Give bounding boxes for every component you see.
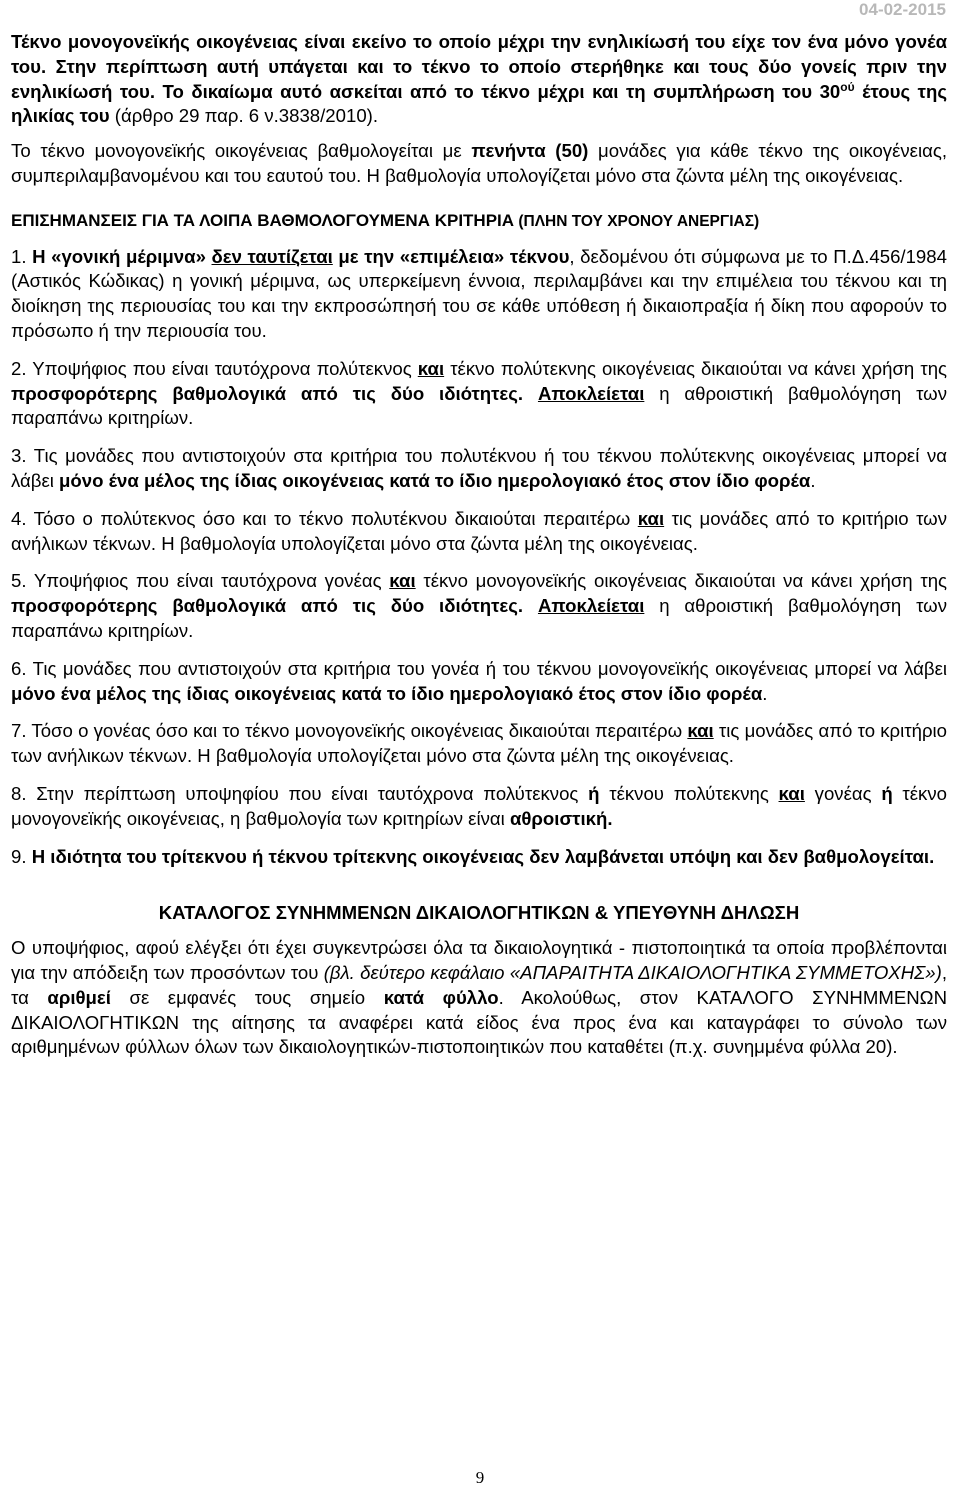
paragraph-text: μονάδες για κάθε τέκνο της οικογένειας, συμπεριλαμβανομένου και του εαυτού του. Η βαθμολογία υπολογίζεται μόνο στα ζώντα μέλη της οικογένειας. xyxy=(11,140,947,186)
section-heading-notes xyxy=(11,209,947,235)
page-number: 9 xyxy=(475,1468,485,1487)
paragraph-italic-text: (βλ. xyxy=(323,961,361,983)
item-bold-text: Η ιδιότητα του τρίτεκνου ή τέκνου τρίτεκνης οικογένειας δεν λαμβάνεται υπόψη και δεν βαθμολογείται. xyxy=(31,845,935,867)
list-item-8 xyxy=(11,782,947,832)
paragraph-text: (άρθρο 29 παρ. 6 ν.3838/2010). xyxy=(109,105,379,127)
item-text: 6. Τις μονάδες που αντιστοιχούν στα κριτήρια του γονέα ή του τέκνου μονογονεϊκής οικογένειας μπορεί να λάβει xyxy=(11,657,947,679)
item-underlined-bold-text: και xyxy=(637,507,665,529)
item-text: τέκνο μονογονεϊκής οικογένειας, η βαθμολογία των κριτηρίων είναι xyxy=(11,782,947,829)
item-text: 2. Υποψήφιος που είναι ταυτόχρονα πολύτεκνος xyxy=(11,357,418,379)
item-text: 3. Τις μονάδες που αντιστοιχούν στα κριτήρια του πολυτέκνου ή του τέκνου πολύτεκνης οικογένειας μπορεί να λάβει xyxy=(11,445,947,491)
paragraph-bold-text: έτους της ηλικίας του xyxy=(11,80,947,127)
item-bold-text: μόνο ένα μέλος της ίδιας οικογένειας κατά το ίδιο ημερολογιακό έτος στον ίδιο φορέα xyxy=(11,682,763,704)
paragraph-bold-text: αριθμεί xyxy=(47,986,111,1008)
item-underlined-bold-text: και xyxy=(389,570,416,592)
item-text: τέκνου πολύτεκνης xyxy=(599,782,779,804)
item-number: 1. xyxy=(11,245,33,267)
item-text: . xyxy=(762,682,768,704)
item-bold-text: μόνο ένα μέλος της ίδιας οικογένειας κατά το ίδιο ημερολογιακό έτος στον ίδιο φορέα xyxy=(59,469,811,491)
document-body xyxy=(11,30,947,1060)
superscript-text: ού xyxy=(840,79,855,94)
item-text: γονέας xyxy=(804,782,882,804)
item-bold-text: Η «γονική μέριμνα» xyxy=(32,245,206,267)
heading-small-text: (ΠΛΗΝ ΤΟΥ ΧΡΟΝΟΥ ΑΝΕΡΓΙΑΣ) xyxy=(514,212,760,230)
paragraph-text: . Ακολούθως, στον ΚΑΤΑΛΟΓΟ ΣΥΝΗΜΜΕΝΩΝ ΔΙΚΑΙΟΛΟΓΗΤΙΚΩΝ της αίτησης τα αναφέρει κατά είδος ένα προς ένα και καταγράφει το σύνολο των αριθμημένων φύλλων όλων των δικαιολογητικών-πιστοποιητικών που καταθέτει (π.χ. συνημμένα φύλλα 20). xyxy=(11,986,947,1058)
section-title-attachments: ΚΑΤΑΛΟΓΟΣ ΣΥΝΗΜΜΕΝΩΝ ΔΙΚΑΙΟΛΟΓΗΤΙΚΩΝ & ΥΠΕΥΘΥΝΗ ΔΗΛΩΣΗ xyxy=(158,902,800,924)
item-text: , δεδομένου ότι σύμφωνα με το Π.Δ.456/1984 (Αστικός Κώδικας) η γονική μέριμνα, ως υπερκείμενη έννοια, περιλαμβάνει και την επιμέλεια του τέκνου και τη διοίκηση της περιουσίας του και την εκπροσώπησή του σε κάθε υπόθεση ή δικαιοπραξία ή δίκη που αφορούν το πρόσωπο ή την περιουσία του. xyxy=(11,245,947,341)
item-bold-text: προσφορότερης βαθμολογικά από τις δύο ιδιότητες. xyxy=(11,595,524,617)
paragraph-attachments-instructions xyxy=(11,936,947,1060)
document-date: 04-02-2015 xyxy=(859,0,946,19)
list-item-5 xyxy=(11,569,947,643)
item-text: 8. Στην περίπτωση υποψηφίου που είναι ταυτόχρονα πολύτεκνος xyxy=(11,782,589,804)
item-underlined-bold-text: Αποκλείεται xyxy=(537,382,645,404)
paragraph-text: , τα xyxy=(11,961,947,1008)
item-underlined-bold-text: Αποκλείεται xyxy=(537,595,645,617)
heading-main-text: ΕΠΙΣΗΜΑΝΣΕΙΣ ΓΙΑ ΤΑ ΛΟΙΠΑ ΒΑΘΜΟΛΟΓΟΥΜΕΝΑ ΚΡΙΤΗΡΙΑ xyxy=(11,210,515,230)
item-bold-text: προσφορότερης βαθμολογικά από τις δύο ιδιότητες. xyxy=(11,382,524,404)
item-underlined-bold-text: και xyxy=(417,357,445,379)
paragraph-bold-text: Τέκνο μονογονεϊκής οικογένειας είναι εκείνο το οποίο μέχρι την ενηλικίωσή του είχε τον ένα μόνο γονέα του. Στην περίπτωση αυτή υπάγεται και το τέκνο το οποίο στερήθηκε και τους δύο γονείς πριν την ενηλικίωσή του. Το δικαίωμα αυτό ασκείται από το τέκνο μέχρι και τη συμπλήρωση του 30 xyxy=(11,31,947,102)
item-number: 9. xyxy=(11,845,32,867)
paragraph-italic-underlined-text: δεύτερο κεφάλαιο «ΑΠΑΡΑΙΤΗΤΑ ΔΙΚΑΙΟΛΟΓΗΤΙΚΑ ΣΥΜΜΕΤΟΧΗΣ») xyxy=(360,961,942,983)
paragraph-bold-text: πενήντα (50) xyxy=(471,140,589,162)
item-text xyxy=(523,383,538,404)
list-item-4 xyxy=(11,507,947,557)
item-text: τέκνο μονογονεϊκής οικογένειας δικαιούται να κάνει χρήση της xyxy=(415,570,947,592)
item-bold-text: με την «επιμέλεια» τέκνου xyxy=(338,245,570,267)
item-text: . xyxy=(810,469,816,491)
paragraph-bold-text: κατά φύλλο xyxy=(383,986,499,1008)
list-item-2 xyxy=(11,357,947,431)
paragraph-text: Το τέκνο μονογονεϊκής οικογένειας βαθμολογείται με xyxy=(11,140,472,162)
item-underlined-bold-text: και xyxy=(778,782,805,804)
item-text: 7. Τόσο ο γονέας όσο και το τέκνο μονογονεϊκής οικογένειας δικαιούται περαιτέρω xyxy=(11,720,688,742)
list-item-9 xyxy=(11,845,947,870)
item-underlined-bold-text: δεν ταυτίζεται xyxy=(211,245,333,267)
paragraph-text: σε εμφανές τους σημείο xyxy=(110,986,384,1008)
item-bold-text: ή xyxy=(881,782,893,804)
item-text: 5. Υποψήφιος που είναι ταυτόχρονα γονέας xyxy=(11,570,390,592)
item-text: τέκνο πολύτεκνης οικογένειας δικαιούται να κάνει χρήση της xyxy=(444,357,947,379)
list-item-7 xyxy=(11,719,947,769)
item-bold-text: ή xyxy=(588,782,600,804)
paragraph-scoring xyxy=(11,139,947,189)
paragraph-single-parent-child xyxy=(11,30,947,129)
item-bold-text: αθροιστική. xyxy=(509,807,613,829)
item-text: η αθροιστική βαθμολόγηση των παραπάνω κριτηρίων. xyxy=(11,382,947,429)
item-text: τις μονάδες από το κριτήριο των ανήλικων τέκνων. Η βαθμολογία υπολογίζεται μόνο στα ζώντα μέλη της οικογένειας. xyxy=(11,507,947,554)
paragraph-text: Ο υποψήφιος, αφού ελέγξει ότι έχει συγκεντρώσει όλα τα δικαιολογητικά - πιστοποιητικά τα οποία προβλέπονται για την απόδειξη των προσόντων του xyxy=(11,937,947,983)
item-text xyxy=(523,595,538,616)
list-item-3 xyxy=(11,444,947,494)
item-underlined-bold-text: και xyxy=(687,720,714,742)
list-item-1 xyxy=(11,245,947,344)
item-text: η αθροιστική βαθμολόγηση των παραπάνω κριτηρίων. xyxy=(11,595,947,641)
item-text: 4. Τόσο ο πολύτεκνος όσο και το τέκνο πολυτέκνου δικαιούται περαιτέρω xyxy=(11,507,638,529)
item-text: τις μονάδες από το κριτήριο των ανήλικων τέκνων. Η βαθμολογία υπολογίζεται μόνο στα ζώντα μέλη της οικογένειας. xyxy=(11,720,947,767)
list-item-6 xyxy=(11,657,947,707)
